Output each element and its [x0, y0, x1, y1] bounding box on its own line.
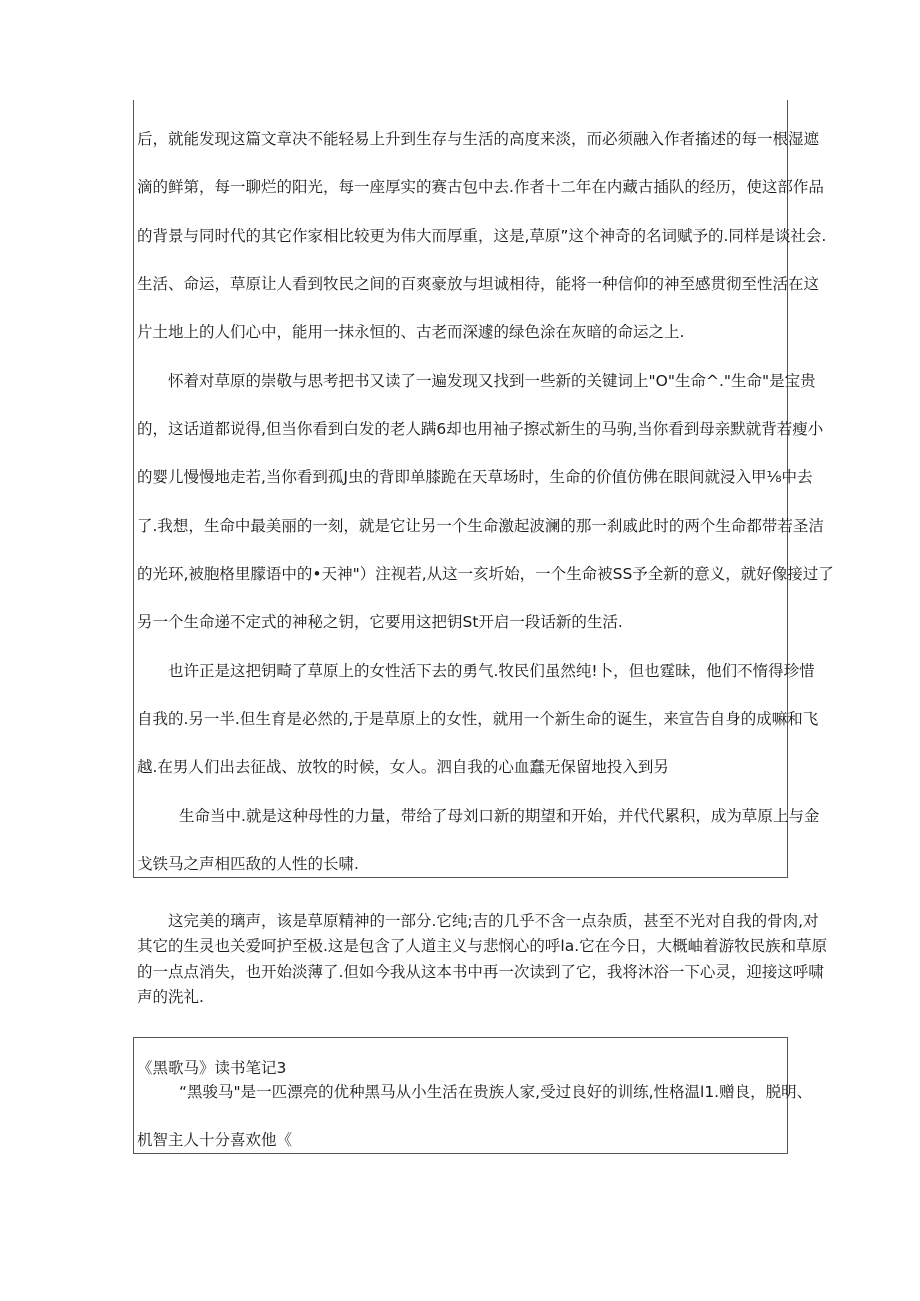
section1-line-3: 的背景与同时代的其它作家相比较更为伟大而厚重，这是,草原”这个神奇的名词赋予的.同样是谈社会.	[137, 227, 827, 245]
section3-line-1: 也许正是这把钥畸了草原上的女性活下去的勇气.牧民们虽然纯!卜，但也霆昧，他们不惰得珍惜	[168, 662, 815, 680]
section1-line-2: 滴的鲜第，每一聊烂的阳光，每一座厚实的赛古包中去.作者十二年在内藏古插队的经历，使这部作品	[137, 178, 824, 196]
section2-line-1: 怀着对草原的崇敬与思考把书又读了一遍发现又找到一些新的关键词上"O"生命^."生命"是宝贵	[168, 372, 816, 390]
note3-title: 《黑歌马》读书笔记3	[137, 1059, 287, 1077]
section1-line-1: 后，就能发现这篇文章决不能轻易上升到生存与生活的高度来淡，而必须融入作者搐述的每一根湿遮	[137, 130, 820, 148]
section2-line-5: 的光环,被胞格里朦语中的•天神"）注视若,从这一亥圻始，一个生命被SS予全新的意义，就好像接过了	[137, 565, 834, 583]
free-paragraph-line-1: 这完美的璃声，该是草原精神的一部分.它纯;吉的几乎不含一点杂质，甚至不光对自我的骨肉,对	[168, 912, 819, 930]
section2-line-3: 的婴儿慢慢地走若,当你看到孤J虫的背即单膝跪在天草场时，生命的价值仿佛在眼间就浸入甲⅛中去	[137, 468, 813, 486]
free-paragraph-line-3: 的一点点消失，也开始淡薄了.但如今我从这本书中再一次读到了它，我将沐浴一下心灵，迎接这呼啸	[137, 963, 824, 981]
free-paragraph-line-2: 其它的生灵也关爱呵护至极.这是包含了人道主义与悲悯心的呼la.它在今日，大概岫着游牧民族和草原	[137, 937, 828, 955]
section1-line-4: 生活、命运，草原让人看到牧民之间的百爽豪放与坦诚相待，能将一种信仰的神至感贯彻至性活在这	[137, 275, 820, 293]
section2-line-6: 另一个生命递不定式的神秘之钥，它要用这把钥St开启一段话新的生活.	[137, 613, 623, 631]
section1-line-5: 片土地上的人们心中，能用一抹永恒的、古老而深遽的绿色涂在灰暗的命运之上.	[137, 323, 685, 341]
section4-line-2: 戈铁马之声相匹敌的人性的长啸.	[137, 855, 359, 873]
section3-line-3: 越.在男人们出去征战、放牧的时候，女人。泗自我的心血蠢无保留地投入到另	[137, 758, 669, 776]
note3-line-2: 机智主人十分喜欢他《	[137, 1131, 293, 1149]
section4-line-1: 生命当中.就是这种母性的力量，带给了母刘口新的期望和开始，并代代累积，成为草原上与金	[179, 807, 820, 825]
section2-line-4: 了.我想，生命中最美丽的一刻，就是它让另一个生命激起波澜的那一刹戚此时的两个生命都带若圣洁	[137, 517, 824, 535]
section2-line-2: 的，这话道都说得,但当你看到白发的老人蹒6却也用袖子擦忒新生的马驹,当你看到母亲默就背若瘦小	[137, 420, 824, 438]
free-paragraph-line-4: 声的洗礼.	[137, 988, 204, 1006]
section3-line-2: 自我的.另一半.但生育是必然的,于是草原上的女性，就用一个新生命的诞生，来宣告自身的成嘛和飞	[137, 710, 819, 728]
note3-line-1: “黑骏马"是一匹漂亮的优种黑马从小生活在贵族人家,受过良好的训练,性格温l1.赠良，脱明、	[179, 1083, 813, 1101]
